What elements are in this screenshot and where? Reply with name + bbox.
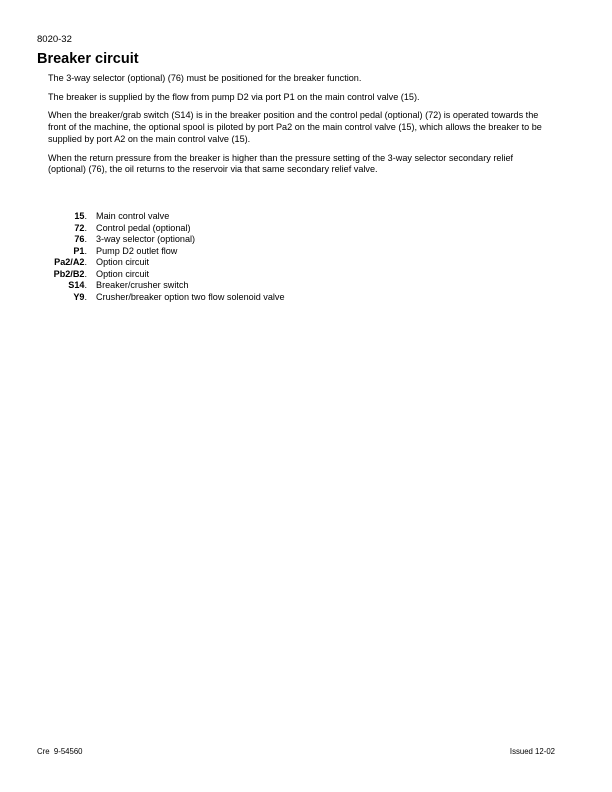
paragraph-breaker-operation: When the breaker/grab switch (S14) is in the breaker position and the control pedal (optional) (72) is operated towards the front of the machine, the optional spool is piloted by port Pa2 on the main control valve (15), which allows the breaker to be supplied by port A2 on the main control valve (15). [48, 110, 542, 144]
legend-row: 72. Control pedal (optional) [74, 222, 191, 233]
legend-code: Y9 [73, 291, 85, 302]
legend-row: 15. Main control valve [74, 211, 170, 221]
component-legend [0, 211, 285, 303]
footer-document-code: Cre 9-54560 [37, 747, 83, 756]
section-title: Breaker circuit [37, 51, 139, 67]
legend-description: Main control valve [96, 211, 170, 221]
legend-description: 3-way selector (optional) [96, 234, 196, 244]
legend-row: S14. Breaker/crusher switch [68, 280, 189, 290]
legend-description: Pump D2 outlet flow [96, 245, 178, 256]
legend-description: Breaker/crusher switch [96, 280, 189, 290]
legend-description: Crusher/breaker option two flow solenoid valve [96, 291, 285, 302]
legend-row: Y9. Crusher/breaker option two flow solenoid valve [73, 291, 285, 302]
legend-row: Pb2/B2. Option circuit [53, 268, 150, 279]
paragraph-breaker-supply: The breaker is supplied by the flow from pump D2 via port P1 on the main control valve (15). [48, 91, 420, 102]
paragraph-selector-position: The 3-way selector (optional) (76) must be positioned for the breaker function. [48, 73, 362, 83]
legend-code: 15 [74, 211, 85, 221]
page-number: 8020-32 [37, 34, 72, 45]
legend-code: P1 [73, 245, 85, 256]
legend-code: Pa2/A2 [54, 257, 85, 267]
legend-row: Pa2/A2. Option circuit [54, 257, 150, 267]
legend-description: Control pedal (optional) [96, 222, 191, 233]
footer-issue-date: Issued 12-02 [509, 747, 555, 756]
legend-row: 76. 3-way selector (optional) [74, 234, 196, 244]
legend-code: Pb2/B2 [53, 268, 85, 279]
body-text [48, 73, 548, 183]
legend-code: 76 [74, 234, 85, 244]
paragraph-return-pressure: When the return pressure from the breaker is higher than the pressure setting of the 3-way selector secondary relief (optional) (76), the oil returns to the reservoir via that same secondary relief valve. [48, 152, 514, 175]
legend-code: S14 [68, 280, 85, 290]
legend-description: Option circuit [96, 257, 150, 267]
legend-row: P1. Pump D2 outlet flow [73, 245, 178, 256]
legend-code: 72 [74, 222, 85, 233]
legend-description: Option circuit [96, 268, 150, 279]
